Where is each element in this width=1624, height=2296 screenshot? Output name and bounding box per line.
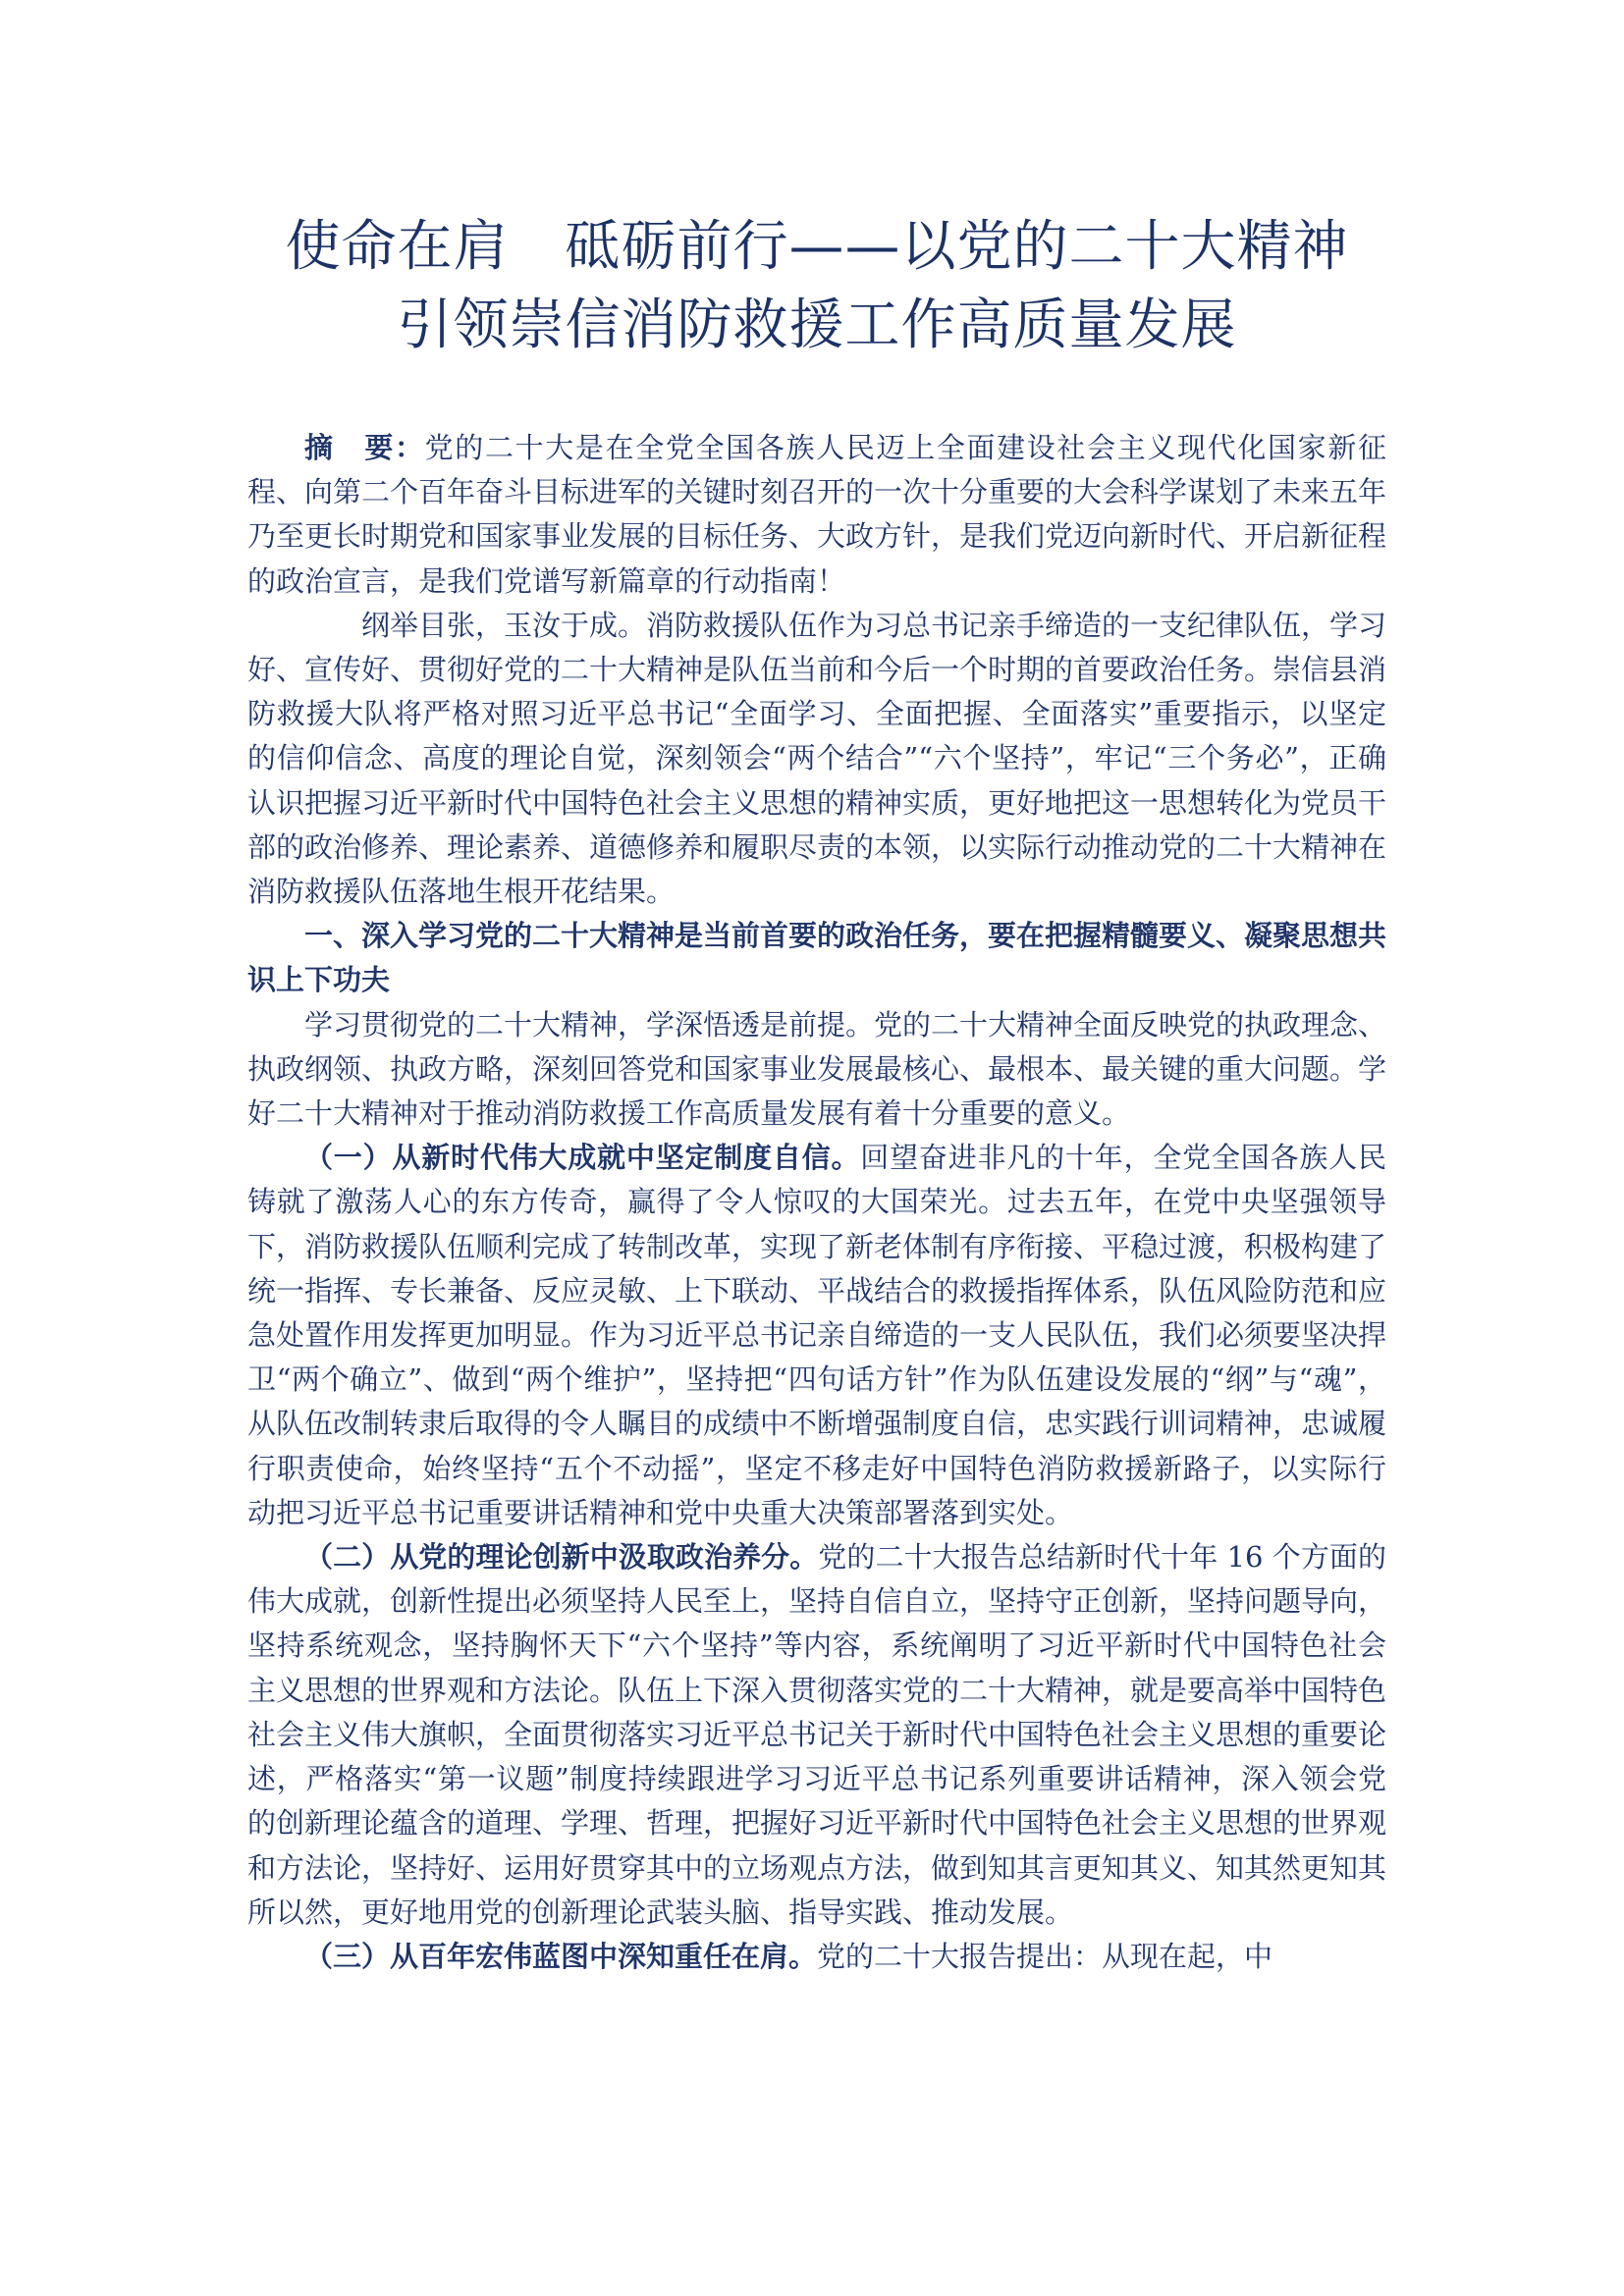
section-1-heading: 一、深入学习党的二十大精神是当前首要的政治任务，要在把握精髓要义、凝聚思想共识上下功夫 — [247, 919, 1387, 997]
document-title — [247, 208, 1386, 365]
abstract-paragraph — [247, 426, 1386, 604]
subsection-3-paragraph — [247, 1935, 1386, 1979]
subsection-2-text: 党的二十大报告总结新时代十年 16 个方面的伟大成就，创新性提出必须坚持人民至上，坚持自信自立，坚持守正创新，坚持问题导向，坚持系统观念，坚持胸怀天下“六个坚持”等内容，系统阐明了习近平新时代中国特色社会主义思想的世界观和方法论。队伍上下深入贯彻落实党的二十大精神，就是要高举中国特色社会主义伟大旗帜，全面贯彻落实习近平总书记关于新时代中国特色社会主义思想的重要论述，严格落实“第一议题”制度持续跟进学习习近平总书记系列重要讲话精神，深入领会党的创新理论蕴含的道理、学理、哲理，把握好习近平新时代中国特色社会主义思想的世界观和方法论，坚持好、运用好贯穿其中的立场观点方法，做到知其言更知其义、知其然更知其所以然，更好地用党的创新理论武装头脑、指导实践、推动发展。 — [247, 1540, 1387, 1929]
section-1-paragraph: 学习贯彻党的二十大精神，学深悟透是前提。党的二十大精神全面反映党的执政理念、执政纲领、执政方略，深刻回答党和国家事业发展最核心、最根本、最关键的重大问题。学好二十大精神对于推动消防救援工作高质量发展有着十分重要的意义。 — [247, 1007, 1387, 1131]
subsection-1-heading: （一）从新时代伟大成就中坚定制度自信。 — [304, 1141, 861, 1175]
title-line-1: 使命在肩 砥砺前行——以党的二十大精神 — [285, 215, 1349, 279]
abstract-label: 摘 要： — [304, 431, 425, 464]
title-line-2: 引领崇信消防救援工作高质量发展 — [397, 294, 1237, 357]
subsection-2-paragraph — [247, 1535, 1386, 1935]
document-body — [247, 426, 1386, 1979]
subsection-2-heading: （二）从党的理论创新中汲取政治养分。 — [304, 1540, 819, 1575]
intro-paragraph: 纲举目张，玉汝于成。消防救援队伍作为习总书记亲手缔造的一支纪律队伍，学习好、宣传好、贯彻好党的二十大精神是队伍当前和今后一个时期的首要政治任务。崇信县消防救援大队将严格对照习近平总书记“全面学习、全面把握、全面落实”重要指示，以坚定的信仰信念、高度的理论自觉，深刻领会“两个结合”“六个坚持”，牢记“三个务必”，正确认识把握习近平新时代中国特色社会主义思想的精神实质，更好地把这一思想转化为党员干部的政治修养、理论素养、道德修养和履职尽责的本领，以实际行动推动党的二十大精神在消防救援队伍落地生根开花结果。 — [247, 608, 1387, 909]
abstract-text: 党的二十大是在全党全国各族人民迈上全面建设社会主义现代化国家新征程、向第二个百年奋斗目标进军的关键时刻召开的一次十分重要的大会科学谋划了未来五年乃至更长时期党和国家事业发展的目标任务、大政方针，是我们党迈向新时代、开启新征程的政治宣言，是我们党谱写新篇章的行动指南！ — [247, 431, 1387, 598]
subsection-3-text: 党的二十大报告提出：从现在起，中 — [817, 1939, 1273, 1973]
subsection-1-text: 回望奋进非凡的十年，全党全国各族人民铸就了激荡人心的东方传奇，赢得了令人惊叹的大国荣光。过去五年，在党中央坚强领导下，消防救援队伍顺利完成了转制改革，实现了新老体制有序衔接、平稳过渡，积极构建了统一指挥、专长兼备、反应灵敏、上下联动、平战结合的救援指挥体系，队伍风险防范和应急处置作用发挥更加明显。作为习近平总书记亲自缔造的一支人民队伍，我们必须要坚决捍卫“两个确立”、做到“两个维护”，坚持把“四句话方针”作为队伍建设发展的“纲”与“魂”，从队伍改制转隶后取得的令人瞩目的成绩中不断增强制度自信，忠实践行训词精神，忠诚履行职责使命，始终坚持“五个不动摇”，坚定不移走好中国特色消防救援新路子，以实际行动把习近平总书记重要讲话精神和党中央重大决策部署落到实处。 — [247, 1141, 1387, 1529]
subsection-3-heading: （三）从百年宏伟蓝图中深知重任在肩。 — [304, 1939, 818, 1973]
subsection-1-paragraph — [247, 1136, 1386, 1535]
